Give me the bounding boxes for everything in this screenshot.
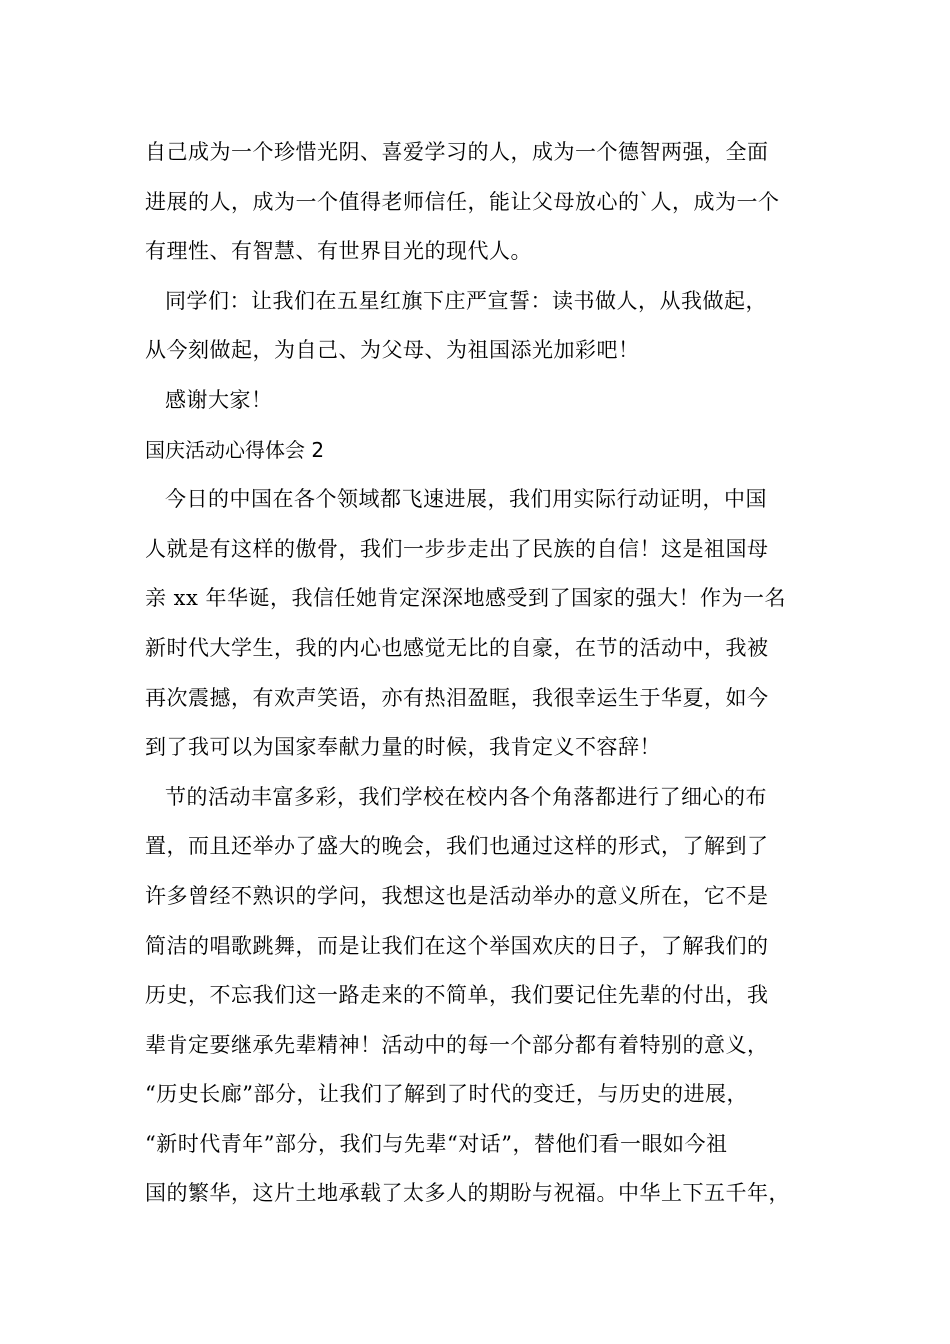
paragraph-line: 亲 xx 年华诞，我信任她肯定深深地感受到了国家的强大！作为一名 bbox=[145, 586, 787, 611]
paragraph-line: 新时代大学生，我的内心也感觉无比的自豪，在节的活动中，我被 bbox=[145, 635, 769, 660]
paragraph-line: 简洁的唱歌跳舞，而是让我们在这个举国欢庆的日子，了解我们的 bbox=[145, 933, 769, 958]
paragraph-line: 今日的中国在各个领域都飞速进展，我们用实际行动证明，中国 bbox=[165, 487, 767, 512]
section-heading: 国庆活动心得体会 2 bbox=[145, 437, 325, 462]
paragraph-line: 许多曾经不熟识的学问，我想这也是活动举办的意义所在，它不是 bbox=[145, 883, 769, 908]
paragraph-line: 再次震撼，有欢声笑语，亦有热泪盈眶，我很幸运生于华夏，如今 bbox=[145, 685, 769, 710]
paragraph-line: 置，而且还举办了盛大的晚会，我们也通过这样的形式，了解到了 bbox=[145, 834, 769, 859]
paragraph-line: 有理性、有智慧、有世界目光的现代人。 bbox=[145, 239, 532, 264]
paragraph-line: 辈肯定要继承先辈精神！活动中的每一个部分都有着特别的意义， bbox=[145, 1032, 769, 1057]
paragraph-line: 从今刻做起，为自己、为父母、为祖国添光加彩吧！ bbox=[145, 338, 640, 363]
paragraph-line: 进展的人，成为一个值得老师信任，能让父母放心的`人，成为一个 bbox=[145, 189, 780, 214]
paragraph-line: “新时代青年”部分，我们与先辈“对话”，替他们看一眼如今祖 bbox=[145, 1131, 728, 1156]
paragraph-line: 国的繁华，这片土地承载了太多人的期盼与祝福。中华上下五千年， bbox=[145, 1181, 790, 1206]
paragraph-line: 人就是有这样的傲骨，我们一步步走出了民族的自信！这是祖国母 bbox=[145, 536, 769, 561]
closing-line: 感谢大家！ bbox=[165, 387, 273, 412]
document-body bbox=[145, 128, 825, 1219]
paragraph-line: 历史，不忘我们这一路走来的不简单，我们要记住先辈的付出，我 bbox=[145, 983, 769, 1008]
paragraph-line: 自己成为一个珍惜光阴、喜爱学习的人，成为一个德智两强，全面 bbox=[145, 140, 769, 164]
paragraph-line: 同学们：让我们在五星红旗下庄严宣誓：读书做人，从我做起， bbox=[165, 288, 767, 313]
paragraph-line: “历史长廊”部分，让我们了解到了时代的变迁，与历史的进展， bbox=[145, 1082, 748, 1107]
paragraph-line: 节的活动丰富多彩，我们学校在校内各个角落都进行了细心的布 bbox=[165, 784, 767, 809]
paragraph-line: 到了我可以为国家奉献力量的时候，我肯定义不容辞！ bbox=[145, 735, 661, 760]
